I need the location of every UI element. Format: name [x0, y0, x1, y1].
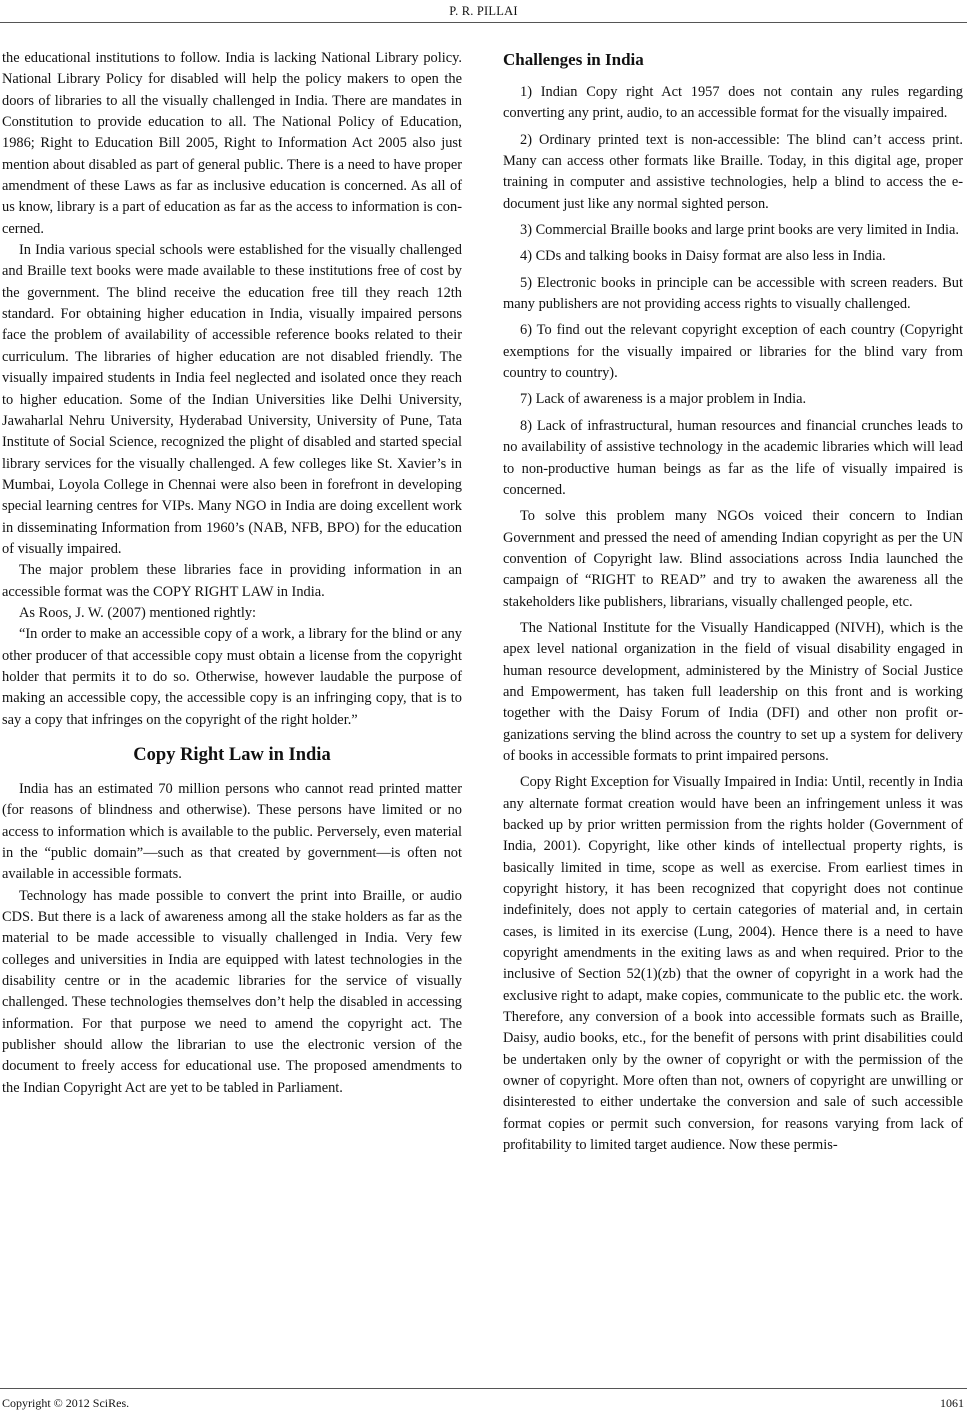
section-heading: Challenges in India	[503, 50, 644, 69]
right-column	[503, 48, 963, 1162]
list-item: 7) Lack of awareness is a major problem in India.	[520, 391, 807, 408]
paragraph: Copy Right Exception for Visually Impaired in India: Until, recently in India any alternate format creation would have been an infringement unless it was backed up by prior written permission from the rights holder (Government of India, 2001). Copyright, like other kinds of intellectual property rights, is basically limited in time, scope as well as exercise. From earliest times in copyright history, it has been recognized that copyright does not continue indefinitely, does not apply to certain categories of material and, in certain cases, is limited in its exercise (Lung, 2004). Hence there is a need to have copyright amendments in the exiting laws as and when required. Prior to the inclusive of Section 52(1)(zb) that the owner of copyright in a work had the exclusive right to adapt, make copies, communicate to the public etc. the work. Therefore, any conversion of a book into accessible formats such as Braille, Daisy, audio books, etc., for the benefit of persons with print disabilities could be undertaken only by the owner of copyright or with the permission of the owner of copyright. More often than not, owners of copyright are unwilling or disinterested to either undertake the conversion and sale of such accessible format copies or permit such conversion, for reasons varying from lack of profitability to limited target audience. Now these permis-	[503, 774, 963, 1154]
block-quote: “In order to make an accessible copy of a work, a library for the blind or any other producer of that accessible copy must obtain a license from the copyright holder that permits it to do so. Otherwise, however laudable the purpose of making an accessible copy, the accessible copy is an infringing copy, that is to say a copy that infringes on the copyright of the right holder.”	[2, 626, 462, 728]
list-item: 8) Lack of infrastructural, human resources and financial crunches leads to no availability of assistive technology in the academic libraries which will lead to non-productive human beings as far as the life of visually impaired is concerned.	[503, 417, 963, 498]
paragraph: India has an estimated 70 million persons who cannot read printed matter (for reasons of blindness and otherwise). These persons have limited or no access to information which is available to the public. Perversely, even material in the “public domain”—such as that created by government—is often not available in accessible formats.	[2, 781, 462, 883]
copyright-notice: Copyright © 2012 SciRes.	[2, 1396, 130, 1410]
running-head: P. R. PILLAI	[449, 4, 518, 18]
list-item: 4) CDs and talking books in Daisy format are also less in India.	[520, 248, 886, 265]
list-item: 3) Commercial Braille books and large print books are very limited in India.	[520, 222, 959, 239]
section-heading: Copy Right Law in India	[133, 745, 331, 765]
paragraph: As Roos, J. W. (2007) mentioned rightly:	[19, 604, 257, 621]
list-item: 5) Electronic books in principle can be accessible with screen readers. But many publishers are not providing access rights to visually challenged.	[503, 274, 963, 313]
list-item: 6) To find out the relevant copyright exception of each country (Copyright exemptions for the visually impaired or libraries for the blind vary from country to country).	[503, 322, 963, 382]
page-number: 1061	[940, 1396, 964, 1410]
list-item: 2) Ordinary printed text is non-accessible: The blind can’t access print. Many can access other formats like Braille. Today, in this digital age, proper training in computer and assistive technologies, help a blind to access the e- document just like any normal sighted person.	[503, 131, 963, 212]
list-item: 1) Indian Copy right Act 1957 does not contain any rules regarding converting any print, audio, to an accessible format for the visually impaired.	[503, 84, 963, 122]
footer-rule	[0, 1388, 967, 1389]
page-footer	[2, 1396, 964, 1411]
paragraph: the educational institutions to follow. India is lacking National Library policy. National Library Policy for disabled will help the policy makers to open the doors of libraries to all the visually challenged in India. There are mandates in Constitution to provide education to all. The National Policy of Education, 1986; Right to Education Bill 2005, Right to Information Act 2005 also just mention about disabled as part of general public. There is a need to have proper amendment of these Laws as far as inclusive education is concerned. As all of us know, library is a part of education as far as the access to information is concerned.	[2, 50, 462, 237]
paragraph: Technology has made possible to convert the print into Braille, or audio CDS. But there is a lack of awareness among all the stake holders as far as the material to be made accessible to visually challenged in India. Very few colleges and universities in India are equipped with latest technologies in the disability centre or in the academic libraries for the service of visually challenged. These technologies themselves don’t help the disabled in accessing information. For that purpose we need to amend the copyright act. The publisher should allow the librarian to use the electronic version of the document to freely access for educational use. The proposed amendments to the Indian Copyright Act are yet to be tabled in Parliament.	[2, 887, 462, 1096]
left-column	[2, 48, 462, 1099]
paragraph: The major problem these libraries face in providing information in an accessible format was the COPY RIGHT LAW in India.	[2, 562, 462, 600]
paragraph: To solve this problem many NGOs voiced their concern to Indian Government and pressed the need of amending Indian copyright as per the UN convention of Copyright law. Blind associations across India launched the campaign of “RIGHT to READ” and try to awaken the awareness all the stakeholders like publishers, librarians, visually challenged people, etc.	[503, 508, 963, 610]
header-rule	[0, 22, 967, 23]
paragraph: The National Institute for the Visually Handicapped (NIVH), which is the apex level national organization in the field of visual disability engaged in human resource development, administered by the Ministry of Social Justice and Empowerment, has taken full leadership on this front and is working together with the Daisy Forum of India (DFI) and other non profit organizations serving the blind across the country to set up a system for delivery of books in accessible formats to print impaired persons.	[503, 619, 963, 764]
paragraph: In India various special schools were established for the visually challenged and Braille text books were made available to these institutions free of cost by the government. The blind receive the education free till they reach 12th standard. For obtaining higher education in India, visually impaired persons face the problem of availability of accessible reference books related to their curriculum. The libraries of higher education are not disabled friendly. The visually impaired students in India feel neglected and isolated once they reach to higher education. Some of the Indian Universities like Delhi University, Jawaharlal Nehru University, Hyderabad University, University of Pune, Tata Institute of Social Science, recognized the plight of disabled and started special library services for the visually challenged. A few colleges like St. Xavier’s in Mumbai, Loyola College in Chennai were also been in forefront in developing special learning centres for VIPs. Many NGO in India are doing excellent work in disseminating Information from 1960’s (NAB, NFB, BPO) for the education of visually impaired.	[2, 242, 462, 557]
